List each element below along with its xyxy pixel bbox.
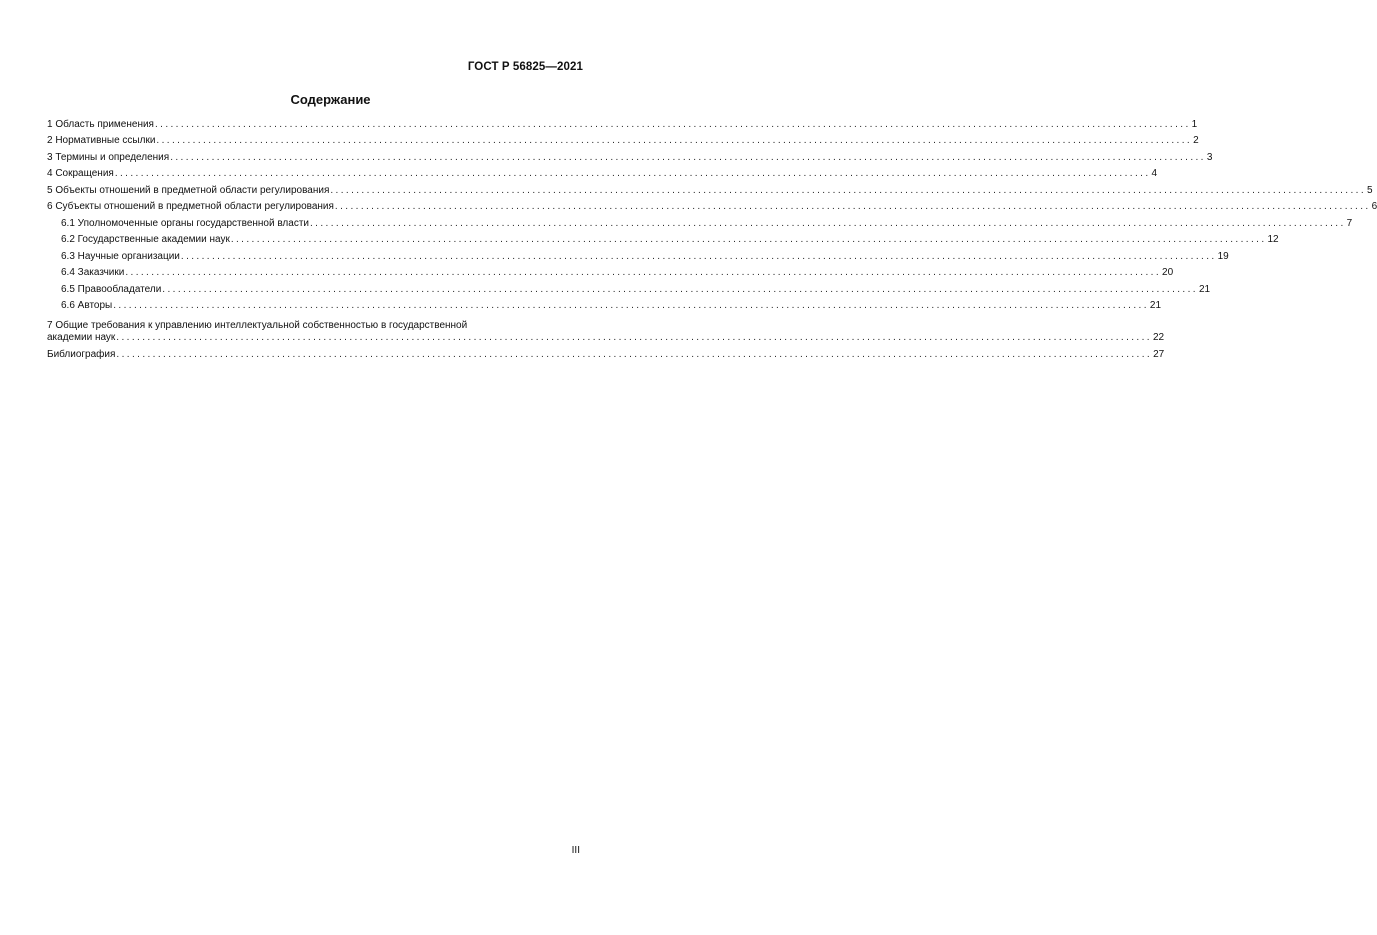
toc-leader-dots: ........................................................................................................................................................................................................ [310, 217, 1346, 229]
toc-entry-page: 12 [1267, 234, 1279, 245]
toc-leader-dots: ........................................................................................................................................................................................................ [154, 118, 1191, 130]
page-number: III [571, 845, 580, 856]
toc-leader-dots: ........................................................................................................................................................................................................ [116, 348, 1153, 360]
standard-code: ГОСТ Р 56825—2021 [467, 61, 583, 73]
toc-entry-label: 4 Сокращения [47, 168, 114, 179]
toc-leader-dots: ........................................................................................................................................................................................................ [116, 332, 1152, 343]
toc-leader-dots: ........................................................................................................................................................................................................ [330, 184, 1367, 196]
toc-entry-label: 6.5 Правообладатели [61, 283, 162, 295]
page-title: Содержание [290, 92, 371, 107]
toc-entry[interactable] [47, 164, 1158, 181]
toc-entry-label: 5 Объекты отношений в предметной области регулирования [47, 184, 330, 196]
toc-leader-dots: ........................................................................................................................................................................................................ [180, 250, 1217, 262]
toc-subentry[interactable] [47, 213, 1353, 230]
toc-entry-page: 27 [1153, 348, 1165, 360]
toc-entry-label-line1: 7 Общие требования к управлению интеллектуальной собственностью в государственной [47, 320, 468, 331]
toc-entry-label: 1 Область применения [47, 118, 154, 130]
toc-entry[interactable] [47, 180, 1373, 197]
toc-entry-label: 6 Субъекты отношений в предметной области регулирования [47, 201, 334, 212]
toc-entry-page: 21 [1198, 283, 1211, 295]
toc-entry[interactable] [47, 114, 1198, 131]
toc-leader-dots: ........................................................................................................................................................................................................ [170, 151, 1206, 163]
toc-subentry[interactable] [47, 296, 1162, 313]
toc-leader-dots: ........................................................................................................................................................................................................ [334, 201, 1371, 212]
toc-entry-label-line2: академии наук [47, 332, 116, 343]
toc-entry-page: 19 [1217, 250, 1229, 262]
toc-entry-page: 20 [1162, 267, 1174, 278]
toc-subentry[interactable] [47, 230, 1279, 247]
toc-entry-label: 6.2 Государственные академии наук [61, 234, 230, 245]
toc-entry-page: 7 [1346, 217, 1353, 229]
toc-entry-label: 6.6 Авторы [61, 300, 113, 311]
toc-leader-dots: ........................................................................................................................................................................................................ [162, 283, 1198, 295]
toc-entry[interactable] [47, 312, 1165, 344]
toc-entry-label: 6.4 Заказчики [61, 267, 125, 278]
toc-entry-page: 21 [1149, 300, 1162, 311]
toc-entry-page: 4 [1151, 168, 1158, 179]
toc-entry[interactable] [47, 131, 1199, 148]
toc-entry-page: 5 [1367, 184, 1373, 196]
toc-entry-page: 22 [1152, 332, 1165, 343]
table-of-contents [47, 114, 1377, 361]
toc-entry-page: 3 [1206, 151, 1213, 163]
toc-subentry[interactable] [47, 279, 1211, 296]
toc-entry-page: 6 [1371, 201, 1377, 212]
toc-entry[interactable] [47, 344, 1165, 361]
toc-entry-page: 1 [1191, 118, 1198, 130]
toc-leader-dots: ........................................................................................................................................................................................................ [113, 300, 1149, 311]
toc-entry-label: 3 Термины и определения [47, 151, 170, 163]
toc-subentry[interactable] [47, 263, 1174, 280]
toc-entry[interactable] [47, 147, 1213, 164]
toc-subentry[interactable] [47, 246, 1229, 263]
toc-entry-label: 6.1 Уполномоченные органы государственной власти [61, 217, 309, 229]
toc-entry-page: 2 [1193, 135, 1199, 146]
toc-entry-label: Библиография [47, 348, 116, 360]
toc-entry-label: 6.3 Научные организации [61, 250, 180, 262]
toc-leader-dots: ........................................................................................................................................................................................................ [114, 168, 1151, 179]
toc-entry-label: 2 Нормативные ссылки [47, 135, 156, 146]
toc-leader-dots: ........................................................................................................................................................................................................ [125, 267, 1162, 278]
toc-leader-dots: ........................................................................................................................................................................................................ [156, 135, 1193, 146]
toc-leader-dots: ........................................................................................................................................................................................................ [230, 234, 1267, 245]
toc-entry[interactable] [47, 197, 1377, 214]
